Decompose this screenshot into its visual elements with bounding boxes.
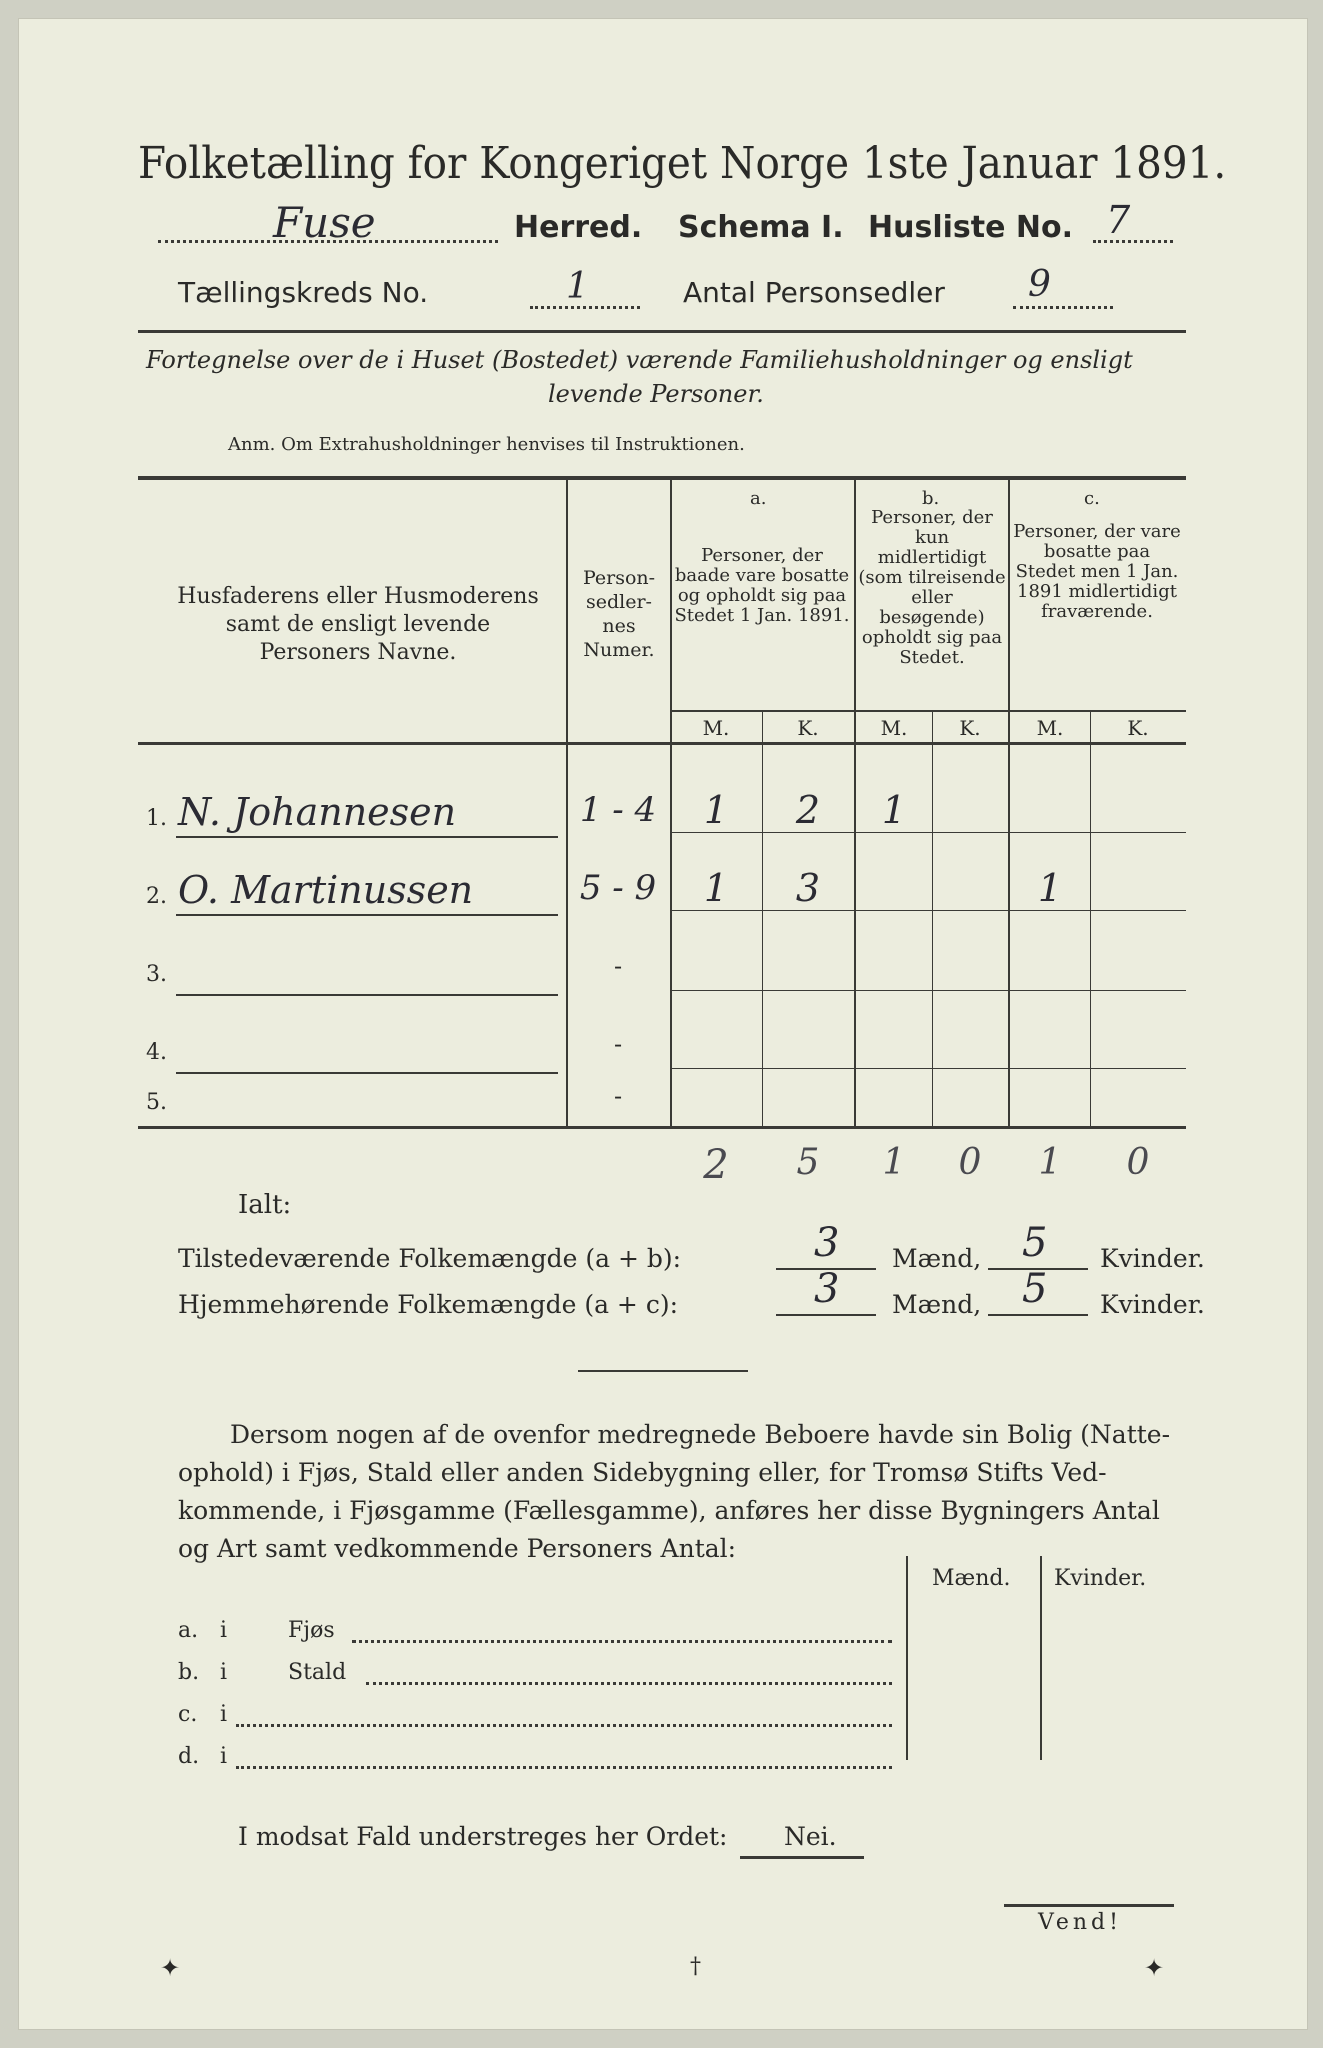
row-3-number: 3. — [146, 962, 167, 987]
bolig-b-dots — [366, 1682, 892, 1685]
bolig-b-label: Stald — [288, 1660, 347, 1685]
ialt-b-m: 1 — [882, 1142, 906, 1183]
row-4-number: 4. — [146, 1040, 167, 1065]
ialt-c-m: 1 — [1038, 1142, 1062, 1183]
col-divider-c-mk — [1090, 712, 1091, 1126]
col-divider-a-mk — [762, 712, 763, 1126]
husliste-value: 7 — [1106, 198, 1131, 242]
header-c-letter: c. — [1084, 488, 1100, 509]
row-3-name-line — [176, 994, 558, 996]
bolig-a-i: i — [220, 1618, 228, 1643]
row-2-name-line — [176, 914, 558, 916]
header-numer: Person-sedler-nes Numer. — [582, 567, 656, 661]
tilst-maend: Mænd, — [892, 1244, 982, 1273]
row-1-number: 1. — [146, 806, 167, 831]
header-a-k: K. — [797, 716, 819, 740]
hjem-maend: Mænd, — [892, 1290, 982, 1319]
husliste-dotted-line — [1093, 240, 1173, 243]
bolig-kvinder-head: Kvinder. — [1054, 1566, 1147, 1591]
bolig-a-label: Fjøs — [288, 1618, 335, 1643]
bolig-d-i: i — [220, 1744, 228, 1769]
hjem-m: 3 — [814, 1266, 840, 1312]
vend-rule — [1004, 1904, 1174, 1907]
bolig-maend-head: Mænd. — [932, 1566, 1011, 1591]
bolig-c-letter: c. — [178, 1702, 198, 1727]
row-4-mk-line — [670, 1068, 1186, 1069]
hjem-m-line — [776, 1314, 876, 1316]
bolig-b-i: i — [220, 1660, 228, 1685]
row-1-mk-line — [670, 832, 1186, 833]
row-2-numer: 5 - 9 — [579, 868, 657, 908]
kreds-label: Tællingskreds No. — [178, 276, 429, 309]
row-5-numer: - — [613, 1082, 623, 1110]
antal-value: 9 — [1028, 264, 1051, 305]
ialt-b-k: 0 — [958, 1142, 982, 1183]
header-b-k: K. — [959, 716, 981, 740]
row-5-number: 5. — [146, 1090, 167, 1115]
bolig-d-letter: d. — [178, 1744, 200, 1769]
form-title: Folketælling for Kongeriget Norge 1ste Januar 1891. — [138, 138, 1227, 189]
header-a-m: M. — [702, 716, 730, 740]
vend-text: Vend! — [1038, 1910, 1122, 1935]
row-1-b-m: 1 — [881, 788, 907, 832]
row-2-c-m: 1 — [1037, 866, 1063, 910]
table-header-bottom-rule — [138, 742, 1186, 745]
center-mark-icon: † — [690, 1954, 701, 1979]
herred-label: Herred. — [514, 210, 643, 245]
bolig-c-i: i — [220, 1702, 228, 1727]
col-divider-b-mk — [932, 712, 933, 1126]
bolig-a-dots — [352, 1640, 892, 1643]
row-3-mk-line — [670, 990, 1186, 991]
bolig-line-4: og Art samt vedkommende Personers Antal: — [178, 1534, 737, 1563]
bolig-a-letter: a. — [178, 1618, 199, 1643]
bolig-col-divider-2 — [1040, 1556, 1042, 1760]
header-names: Husfaderens eller Husmoderens samt de ensligt levende Personers Navne. — [177, 584, 539, 665]
bolig-line-3: kommende, i Fjøsgamme (Fællesgamme), anføres her disse Bygningers Antal — [178, 1496, 1160, 1525]
header-b-m: M. — [880, 716, 908, 740]
ialt-label: Ialt: — [238, 1190, 292, 1220]
hjem-kvinder: Kvinder. — [1100, 1290, 1205, 1319]
nei-underline — [740, 1856, 864, 1859]
intro-line-1: Fortegnelse over de i Huset (Bostedet) værende Familiehusholdninger og ensligt — [146, 346, 1133, 374]
anm-note: Anm. Om Extrahusholdninger henvises til Instruktionen. — [228, 434, 745, 455]
row-2-name: O. Martinussen — [178, 868, 474, 912]
row-1-a-k: 2 — [795, 788, 821, 832]
bolig-b-letter: b. — [178, 1660, 200, 1685]
ialt-a-k: 5 — [796, 1142, 820, 1183]
hjem-k-line — [988, 1314, 1088, 1316]
row-4-name-line — [176, 1072, 558, 1074]
mk-header-rule — [670, 710, 1186, 712]
hjem-label: Hjemmehørende Folkemængde (a + c): — [178, 1290, 678, 1319]
nei-word: Nei. — [784, 1822, 837, 1851]
header-a-letter: a. — [750, 488, 767, 509]
tilst-kvinder: Kvinder. — [1100, 1244, 1205, 1273]
row-2-number: 2. — [146, 884, 167, 909]
row-2-mk-line — [670, 910, 1186, 911]
corner-mark-right-icon: ✦ — [1144, 1954, 1165, 1982]
ialt-c-k: 0 — [1126, 1142, 1150, 1183]
schema-label: Schema I. — [678, 210, 844, 245]
header-c-m: M. — [1036, 716, 1064, 740]
bolig-d-dots — [236, 1766, 892, 1769]
header-a: Personer, der baade vare bosatte og opholdt sig paa Stedet 1 Jan. 1891. — [674, 545, 850, 626]
hjem-k: 5 — [1022, 1266, 1048, 1312]
col-divider-4 — [1008, 480, 1010, 1126]
bolig-col-divider-1 — [906, 1556, 908, 1760]
kreds-value: 1 — [566, 266, 589, 307]
tilst-m: 3 — [814, 1220, 840, 1266]
table-top-rule — [138, 476, 1186, 480]
husliste-label: Husliste No. — [868, 210, 1073, 245]
antal-dotted-line — [1013, 306, 1113, 309]
bolig-c-dots — [236, 1724, 892, 1727]
header-rule — [138, 330, 1186, 333]
row-1-name: N. Johannesen — [178, 790, 457, 834]
modsat-text: I modsat Fald understreges her Ordet: — [238, 1822, 728, 1851]
row-3-numer: - — [613, 952, 623, 980]
col-divider-1 — [566, 480, 568, 1126]
intro-line-2: levende Personer. — [548, 380, 764, 408]
bolig-line-1: Dersom nogen af de ovenfor medregnede Beboere havde sin Bolig (Natte- — [230, 1420, 1171, 1449]
col-divider-3 — [854, 480, 856, 1126]
row-1-name-line — [176, 836, 558, 838]
row-4-numer: - — [613, 1030, 623, 1058]
tilst-k: 5 — [1022, 1220, 1048, 1266]
header-c-k: K. — [1127, 716, 1149, 740]
section-divider — [578, 1370, 748, 1372]
row-1-a-m: 1 — [703, 788, 729, 832]
tilst-label: Tilstedeværende Folkemængde (a + b): — [178, 1244, 682, 1273]
ialt-a-m: 2 — [703, 1142, 729, 1188]
header-b: Personer, der kun midlertidigt (som tilreisende eller besøgende) opholdt sig paa Stedet. — [858, 507, 1006, 668]
col-divider-2 — [670, 480, 672, 1126]
row-2-a-m: 1 — [703, 866, 729, 910]
header-b-letter: b. — [922, 488, 940, 509]
bolig-line-2: ophold) i Fjøs, Stald eller anden Sidebygning eller, for Tromsø Stifts Ved- — [178, 1458, 1107, 1487]
table-bottom-rule — [138, 1126, 1186, 1129]
row-1-numer: 1 - 4 — [579, 790, 657, 830]
antal-label: Antal Personsedler — [683, 276, 945, 309]
herred-value: Fuse — [273, 198, 376, 247]
corner-mark-left-icon: ✦ — [160, 1954, 181, 1982]
row-2-a-k: 3 — [795, 866, 821, 910]
header-c: Personer, der vare bosatte paa Stedet men 1 Jan. 1891 midlertidigt fraværende. — [1013, 521, 1181, 622]
census-form-page — [18, 18, 1308, 2030]
